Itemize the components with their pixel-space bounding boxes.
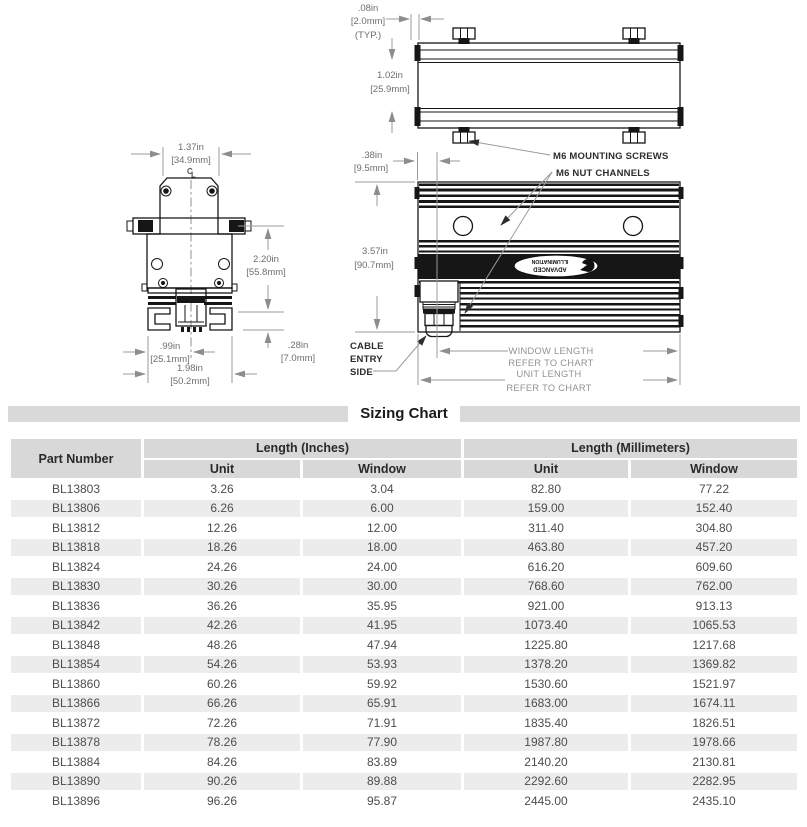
table-row [11, 480, 797, 498]
side-view-body [415, 182, 684, 337]
heat-sink [148, 288, 232, 330]
length-value-cell: 89.88 [303, 773, 461, 791]
dim-gap-mm: [2.0mm] [350, 16, 386, 27]
part-number-cell: BL13866 [11, 695, 141, 713]
length-value-cell: 47.94 [303, 636, 461, 654]
cable-label-3: SIDE [350, 367, 373, 378]
dim-half-mm: [25.1mm] [150, 354, 190, 365]
length-value-cell: 83.89 [303, 753, 461, 771]
length-value-cell: 159.00 [464, 500, 628, 518]
length-value-cell: 1530.60 [464, 675, 628, 693]
length-value-cell: 3.04 [303, 480, 461, 498]
side-view-height-dimension [354, 182, 415, 332]
window-length-note: REFER TO CHART [508, 358, 594, 368]
cable-label-1: CABLE [350, 341, 384, 352]
technical-drawing [0, 0, 807, 400]
length-value-cell: 90.26 [144, 773, 300, 791]
part-number-cell: BL13860 [11, 675, 141, 693]
table-row [11, 519, 797, 537]
dim-sv-height-mm: [90.7mm] [354, 260, 394, 271]
col-header-length-inches: Length (Inches) [144, 439, 461, 458]
col-header-window-mm: Window [631, 460, 797, 479]
part-number-cell: BL13818 [11, 539, 141, 557]
length-value-cell: 1521.97 [631, 675, 797, 693]
cable-label-2: ENTRY [350, 354, 383, 365]
length-value-cell: 3.26 [144, 480, 300, 498]
logo-text-line1: ADVANCED [533, 265, 567, 272]
length-value-cell: 304.80 [631, 519, 797, 537]
centerline-c: C [187, 167, 193, 176]
length-value-cell: 35.95 [303, 597, 461, 615]
end-view [123, 142, 315, 387]
part-number-cell: BL13836 [11, 597, 141, 615]
length-value-cell: 72.26 [144, 714, 300, 732]
centerline-l: L [191, 170, 196, 180]
cable-entry-callout [350, 336, 426, 378]
length-value-cell: 1978.66 [631, 734, 797, 752]
length-value-cell: 1674.11 [631, 695, 797, 713]
part-number-cell: BL13872 [11, 714, 141, 732]
length-value-cell: 457.20 [631, 539, 797, 557]
dim-height-mm: [55.8mm] [246, 267, 286, 278]
length-value-cell: 1369.82 [631, 656, 797, 674]
length-value-cell: 66.26 [144, 695, 300, 713]
top-view-body [415, 28, 684, 143]
length-value-cell: 96.26 [144, 792, 300, 810]
table-row [11, 578, 797, 596]
dim-offset-in: .38in [361, 150, 383, 161]
part-number-cell: BL13890 [11, 773, 141, 791]
dim-gap-note: (TYP.) [354, 30, 382, 41]
window-fins [460, 287, 680, 328]
length-value-cell: 77.22 [631, 480, 797, 498]
brand-logo [514, 255, 598, 277]
dim-tv-height-in: 1.02in [377, 70, 403, 81]
dim-width-in: 1.37in [178, 142, 204, 153]
table-row [11, 773, 797, 791]
table-row [11, 597, 797, 615]
length-value-cell: 65.91 [303, 695, 461, 713]
table-row [11, 714, 797, 732]
length-value-cell: 768.60 [464, 578, 628, 596]
unit-length-note: REFER TO CHART [506, 383, 592, 393]
length-value-cell: 2140.20 [464, 753, 628, 771]
length-value-cell: 2282.95 [631, 773, 797, 791]
part-number-cell: BL13848 [11, 636, 141, 654]
length-value-cell: 78.26 [144, 734, 300, 752]
length-value-cell: 1065.53 [631, 617, 797, 635]
part-number-cell: BL13878 [11, 734, 141, 752]
title-decoration-bar-right [460, 406, 800, 422]
length-value-cell: 913.13 [631, 597, 797, 615]
length-value-cell: 1073.40 [464, 617, 628, 635]
unit-length-label: UNIT LENGTH [516, 369, 582, 379]
screws-leader-line [469, 141, 550, 155]
table-row [11, 734, 797, 752]
length-value-cell: 41.95 [303, 617, 461, 635]
length-value-cell: 921.00 [464, 597, 628, 615]
nut-channel-hole [454, 217, 473, 236]
part-number-cell: BL13884 [11, 753, 141, 771]
length-value-cell: 71.91 [303, 714, 461, 732]
length-value-cell: 82.80 [464, 480, 628, 498]
length-value-cell: 53.93 [303, 656, 461, 674]
part-number-cell: BL13854 [11, 656, 141, 674]
part-number-cell: BL13830 [11, 578, 141, 596]
table-row [11, 675, 797, 693]
end-view-body [127, 178, 251, 332]
length-value-cell: 24.26 [144, 558, 300, 576]
length-value-cell: 311.40 [464, 519, 628, 537]
table-row [11, 617, 797, 635]
length-value-cell: 18.00 [303, 539, 461, 557]
part-number-cell: BL13806 [11, 500, 141, 518]
dim-total-mm: [50.2mm] [170, 376, 210, 387]
dim-fin-in: .28in [287, 340, 309, 351]
side-view-offset-dimension [354, 150, 460, 174]
sizing-table-header [11, 439, 797, 478]
top-view-gap-dimension [351, 3, 444, 41]
col-header-unit-mm: Unit [464, 460, 628, 479]
length-value-cell: 54.26 [144, 656, 300, 674]
page-title: Sizing Chart [360, 405, 448, 422]
sizing-table [8, 437, 800, 812]
dim-height-in: 2.20in [253, 254, 279, 265]
length-value-cell: 59.92 [303, 675, 461, 693]
table-row [11, 753, 797, 771]
length-value-cell: 24.00 [303, 558, 461, 576]
dim-offset-mm: [9.5mm] [353, 163, 389, 174]
table-row [11, 695, 797, 713]
table-row [11, 636, 797, 654]
dim-gap-in: .08in [357, 3, 379, 14]
table-row [11, 656, 797, 674]
length-value-cell: 616.20 [464, 558, 628, 576]
length-value-cell: 609.60 [631, 558, 797, 576]
length-value-cell: 1225.80 [464, 636, 628, 654]
cable-gland [420, 281, 458, 337]
length-value-cell: 18.26 [144, 539, 300, 557]
top-view-height-dimension [370, 38, 410, 133]
part-number-cell: BL13824 [11, 558, 141, 576]
length-value-cell: 12.00 [303, 519, 461, 537]
nut-channels-label: M6 NUT CHANNELS [556, 168, 650, 179]
top-view [351, 3, 684, 162]
length-value-cell: 30.00 [303, 578, 461, 596]
table-row [11, 539, 797, 557]
title-decoration-bar-left [8, 406, 348, 422]
length-value-cell: 1826.51 [631, 714, 797, 732]
nut-channel-hole [624, 217, 643, 236]
length-value-cell: 1378.20 [464, 656, 628, 674]
dim-total-in: 1.98in [177, 363, 203, 374]
length-value-cell: 2130.81 [631, 753, 797, 771]
technical-drawing-area [0, 0, 807, 400]
part-number-cell: BL13896 [11, 792, 141, 810]
part-number-cell: BL13842 [11, 617, 141, 635]
col-header-length-millimeters: Length (Millimeters) [464, 439, 797, 458]
sizing-table-body [11, 480, 797, 810]
length-value-cell: 77.90 [303, 734, 461, 752]
length-value-cell: 84.26 [144, 753, 300, 771]
length-value-cell: 36.26 [144, 597, 300, 615]
length-value-cell: 2292.60 [464, 773, 628, 791]
length-value-cell: 1987.80 [464, 734, 628, 752]
table-row [11, 558, 797, 576]
length-value-cell: 2435.10 [631, 792, 797, 810]
dim-sv-height-in: 3.57in [362, 246, 388, 257]
length-value-cell: 42.26 [144, 617, 300, 635]
length-value-cell: 48.26 [144, 636, 300, 654]
length-value-cell: 762.00 [631, 578, 797, 596]
mounting-bolts [453, 28, 645, 143]
part-number-cell: BL13812 [11, 519, 141, 537]
length-value-cell: 12.26 [144, 519, 300, 537]
table-row [11, 792, 797, 810]
col-header-part-number: Part Number [11, 439, 141, 478]
dim-width-mm: [34.9mm] [171, 155, 211, 166]
col-header-unit-inches: Unit [144, 460, 300, 479]
logo-text-line2: ILLUMINATION [531, 258, 569, 264]
table-row [11, 500, 797, 518]
length-value-cell: 60.26 [144, 675, 300, 693]
length-value-cell: 30.26 [144, 578, 300, 596]
end-view-height-dimension [238, 226, 315, 364]
length-value-cell: 463.80 [464, 539, 628, 557]
length-value-cell: 1217.68 [631, 636, 797, 654]
length-value-cell: 2445.00 [464, 792, 628, 810]
part-number-cell: BL13803 [11, 480, 141, 498]
length-value-cell: 6.00 [303, 500, 461, 518]
sizing-chart-title-row [0, 405, 807, 422]
window-length-label: WINDOW LENGTH [508, 346, 594, 356]
mounting-screws-label: M6 MOUNTING SCREWS [553, 151, 669, 162]
dim-fin-mm: [7.0mm] [280, 353, 316, 364]
side-view [350, 150, 684, 393]
end-view-bottom-dimensions [123, 336, 257, 387]
length-value-cell: 6.26 [144, 500, 300, 518]
col-header-window-inches: Window [303, 460, 461, 479]
length-value-cell: 1683.00 [464, 695, 628, 713]
length-value-cell: 1835.40 [464, 714, 628, 732]
length-value-cell: 95.87 [303, 792, 461, 810]
dim-tv-height-mm: [25.9mm] [370, 84, 410, 95]
length-value-cell: 152.40 [631, 500, 797, 518]
dim-half-in: .99in [159, 341, 181, 352]
